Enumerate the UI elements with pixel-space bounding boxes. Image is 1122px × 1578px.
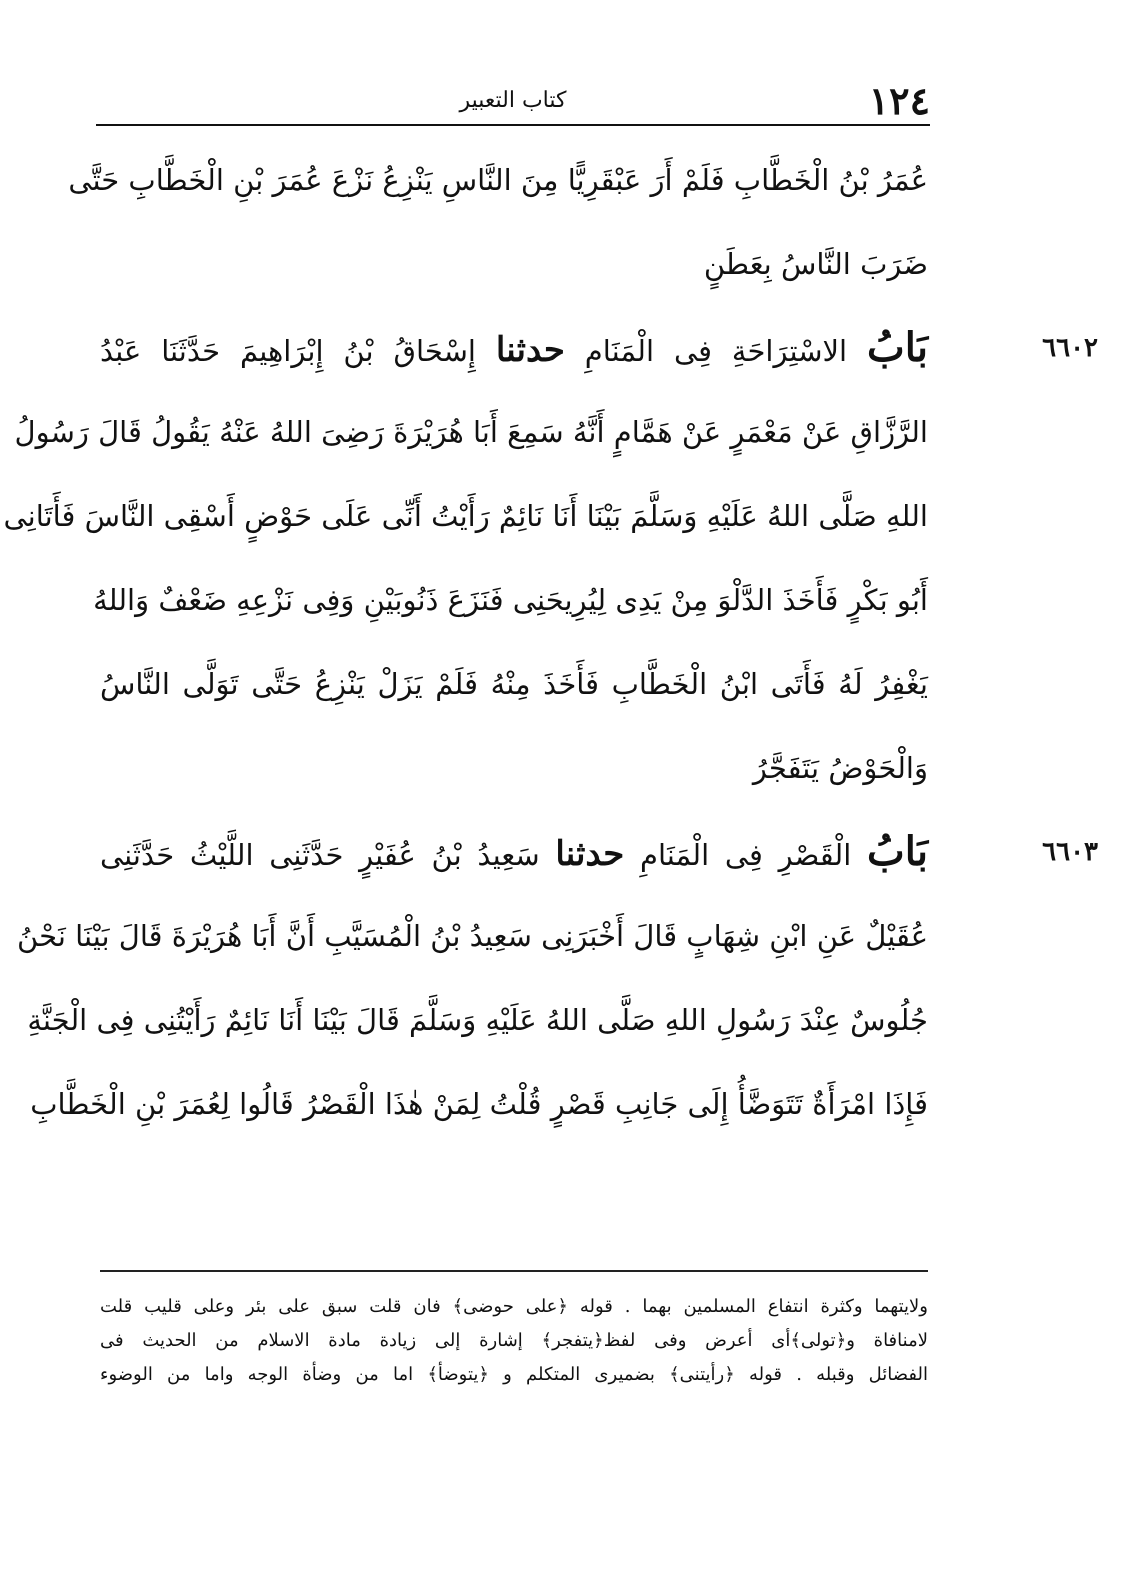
text-line: أَبُو بَكْرٍ فَأَخَذَ الدَّلْوَ مِنْ يَدِى لِيُرِيحَنِى فَنَزَعَ ذَنُوبَيْنِ وَفِى نَزْعِهِ ضَعْفٌ وَاللهُ [93, 583, 928, 617]
isnad-start: سَعِيدُ بْنُ عُفَيْرٍ حَدَّثَنِى اللَّيْثُ حَدَّثَنِى [100, 838, 540, 872]
haddathana-label: حدثنا [495, 330, 565, 370]
bab-label: بَابُ [867, 324, 929, 371]
haddathana-label: حدثنا [555, 834, 625, 874]
hadith-number: ٦٦٠٣ [1042, 837, 1098, 867]
running-title: كتاب التعبير [459, 88, 567, 113]
text-line: عُمَرُ بْنُ الْخَطَّابِ فَلَمْ أَرَ عَبْقَرِيًّا مِنَ النَّاسِ يَنْزِعُ نَزْعَ عُمَرَ بْنِ الْخَطَّابِ حَتَّى [68, 163, 928, 197]
page-header [96, 78, 930, 124]
main-text [3, 138, 1098, 1146]
text-line: يَغْفِرُ لَهُ فَأَتَى ابْنُ الْخَطَّابِ فَأَخَذَ مِنْهُ فَلَمْ يَزَلْ يَنْزِعُ حَتَّى تَوَلَّى النَّاسُ [100, 667, 928, 701]
text-line: وَالْحَوْضُ يَتَفَجَّرُ [752, 751, 928, 785]
header-rule [96, 124, 930, 126]
hadith-number: ٦٦٠٢ [1042, 333, 1098, 363]
footnote-line: ولايتهما وكثرة انتفاع المسلمين بهما . قوله ﴿على حوضى﴾ فان قلت سبق على بئر وعلى قليب قلت [100, 1296, 928, 1317]
text-line: فَإِذَا امْرَأَةٌ تَتَوَضَّأُ إِلَى جَانِبِ قَصْرٍ قُلْتُ لِمَنْ هٰذَا الْقَصْرُ قَالُوا لِعُمَرَ بْنِ الْخَطَّابِ [30, 1087, 928, 1121]
footnote-line: الفضائل وقبله . قوله ﴿رأيتنى﴾ بضميرى المتكلم و ﴿يتوضأ﴾ اما من وضأة الوجه واما من الوضوء [100, 1364, 928, 1385]
text-line: عُقَيْلٌ عَنِ ابْنِ شِهَابٍ قَالَ أَخْبَرَنِى سَعِيدُ بْنُ الْمُسَيَّبِ أَنَّ أَبَا هُرَيْرَةَ قَالَ بَيْنَا نَحْنُ [17, 919, 928, 953]
text-line: ضَرَبَ النَّاسُ بِعَطَنٍ [703, 247, 928, 281]
footnote-rule [100, 1270, 928, 1272]
bab-label: بَابُ [867, 828, 929, 875]
chapter-title: الاسْتِرَاحَةِ فِى الْمَنَامِ [584, 334, 848, 368]
footnotes [100, 1290, 928, 1392]
footnote-line: لامنافاة و﴿تولى﴾أى أعرض وفى لفظ﴿يتفجر﴾ إشارة إلى زيادة مادة الاسلام من الحديث فى [100, 1330, 928, 1351]
chapter-heading-6603 [100, 810, 1098, 894]
text-line: الرَّزَّاقِ عَنْ مَعْمَرٍ عَنْ هَمَّامٍ أَنَّهُ سَمِعَ أَبَا هُرَيْرَةَ رَضِىَ اللهُ عَنْهُ يَقُولُ قَالَ رَسُولُ [14, 415, 928, 449]
chapter-heading-6602 [100, 306, 1098, 390]
chapter-title: الْقَصْرِ فِى الْمَنَامِ [639, 838, 852, 872]
page-number: ١٢٤ [868, 78, 930, 123]
text-line: جُلُوسٌ عِنْدَ رَسُولِ اللهِ صَلَّى اللهُ عَلَيْهِ وَسَلَّمَ قَالَ بَيْنَا أَنَا نَائِمٌ رَأَيْتُنِى فِى الْجَنَّةِ [27, 1003, 928, 1037]
isnad-start: إِسْحَاقُ بْنُ إِبْرَاهِيمَ حَدَّثَنَا عَبْدُ [100, 334, 476, 368]
text-line: اللهِ صَلَّى اللهُ عَلَيْهِ وَسَلَّمَ بَيْنَا أَنَا نَائِمٌ رَأَيْتُ أَنِّى عَلَى حَوْضٍ أَسْقِى النَّاسَ فَأَتَانِى [3, 499, 928, 533]
